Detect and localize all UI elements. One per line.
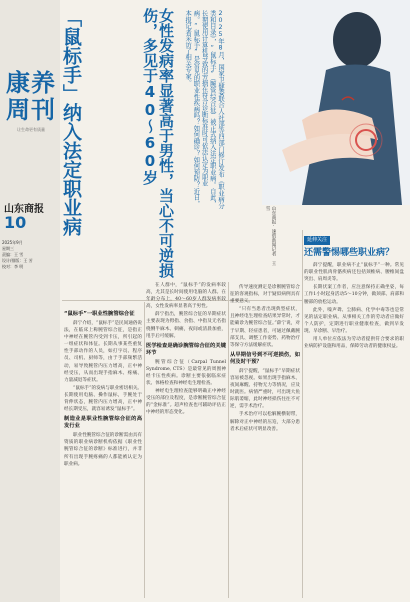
intro-text: 2025年8月，国家卫健委联合人社部等四部门修订发布《职业病分类和目录》，“鼠标手”（腕管综合征）被正式纳入法定职业病。自此，长期使用计算机导致的劳损在符合诊断标准时可依法认定为职业病。“鼠标手”是常见的职业性疾病吗？如何确诊？如何预防？近日，本报记者采访了相关专家。 [184,10,225,209]
divider [228,282,229,598]
paragraph: 薛宁指出，腕管综合征的早期症状主要表现为拇指、食指、中指及无名指桡侧半麻木、刺痛，夜间或清晨加重，甩手后可缓解。 [146,312,226,339]
section-title: 从早期信号到不可逆损伤，如何及时干预？ [230,351,300,365]
issue-editor: 责编：王 雪 [2,252,24,257]
paragraph: “只有当患者出现典型症状，且神经电生理检查结果异常时，才能确诊为腕管综合征。”薛宁说，对于早期、轻症患者，可通过佩戴腕部支具、调整工作姿势、药物治疗等保守方法缓解症状。 [230,307,300,348]
main-title: 「鼠标手」纳入法定职业病 [60,8,82,236]
intro-block [183,10,261,215]
extension-title: 还需警惕哪些职业病？ [304,248,395,259]
paragraph: 薛宁介绍，“鼠标手”是民间通俗说法，在临床上称腕管综合征，是指正中神经在腕管内受到卡压，所引起的一组症状和体征。长期从事某些重复性手部动作的人员，如打字员、程序员、司机、厨师等，由于手部频繁活动，易导致腕管内压力增高，正中神经受压，从而出现手指麻木、疼痛、力量减退等症状。 [64,321,142,383]
paragraph: 神经电生理检查能够明确正中神经受压的部位及程度，是诊断腕管综合征的“金标准”。超声检查也可辅助评估正中神经的形态变化。 [146,389,226,416]
paragraph: 此外，噪声聋、尘肺病、化学中毒等也是常见的法定职业病。从事相关工作的劳动者应做好个人防护，定期进行职业健康检查，做到早发现、早诊断、早治疗。 [304,307,404,334]
paragraph: 手术治疗可以松解腕横韧带，解除对正中神经的压迫，大部分患者术后症状可明显改善。 [230,412,300,432]
paper-name: 山东商报 [4,204,44,215]
paragraph: 传导速度测定是诊断腕管综合征的客观指标，对于疑似病例具有重要意义。 [230,285,300,305]
issue-number: 10 [4,213,27,232]
section-title: 医学检查是确诊腕管综合征的关键环节 [146,342,226,356]
headline [60,8,180,298]
column-b [146,282,226,598]
paragraph: 职业性腕管综合征的诊断需由具有资质的职业病诊断机构依据《职业性腕管综合征的诊断》标准进行，并非所有出现手腕疼痛的人都能被认定为职业病。 [64,433,142,467]
section-title: 制造业是职业性腕管综合征的高发行业 [64,416,142,430]
issue-info [2,240,60,290]
paragraph: 薛宁提醒，“鼠标手”早期症状容易被忽视。如果出现手指麻木、夜间麻醒、持物无力等情况，应及时就医。病情严重时，可出现大鱼际肌萎缩，此时神经损伤往往不可逆，需手术治疗。 [230,368,300,410]
sub-title: 女性发病率显著高于男性，当心不可逆损伤，多见于40～60岁 [141,8,175,278]
column-a [64,308,142,598]
paragraph: 用人单位应依法为劳动者提供符合要求的职业病防护设施和用品，保障劳动者的健康权益。 [304,337,404,350]
paragraph: 薛宁提醒，职业病不止“鼠标手”一种。常见的职业性肌肉骨骼疾病还包括颈椎病、腰椎间盘突出、肩周炎等。 [304,263,404,283]
column-d [304,236,404,598]
divider [302,230,303,598]
section-title: “鼠标手”一职业性腕管综合征 [64,311,135,317]
wrist-pain-illustration [262,0,410,205]
masthead-title: 康养周刊 [6,69,56,124]
divider [144,302,145,598]
paragraph: 腕管综合征（Carpal Tunnel Syndrome, CTS）是最常见的周围神经卡压性疾病。诊断主要依据临床症状、体格检查和神经电生理检查。 [146,359,226,387]
paragraph: 在人群中，“鼠标手”的发病率较高，尤其是长时间使用电脑的人群。在年龄分布上，40～60岁人群发病率较高，女性发病率显著高于男性。 [146,283,226,310]
issue-weekday: 星期三 [2,246,14,251]
issue-check: 校对：李 明 [2,264,24,269]
issue-box [4,200,56,231]
paragraph: “鼠标手”的发病与职业密切相关。长期使用电脑、操作鼠标，手腕处于背伸状态，腕管内压力增高，正中神经长期受压，就容易诱发“鼠标手”。 [64,385,142,413]
extension-label: 延伸关注 [304,236,330,245]
byline: 山东商报·速豹新闻记者 王雪 [265,206,276,266]
paragraph: 长期伏案工作者，应注意保持正确坐姿，每工作1小时起身活动5～10分钟，做颈部、肩部和腰部的放松运动。 [304,285,404,305]
masthead [6,70,56,133]
masthead-slogan: 让生命更有质量 [17,127,45,132]
issue-date: 2025年9月 [2,240,23,245]
issue-design: 设计/排版：王 芳 [2,258,33,263]
column-c [230,284,300,598]
